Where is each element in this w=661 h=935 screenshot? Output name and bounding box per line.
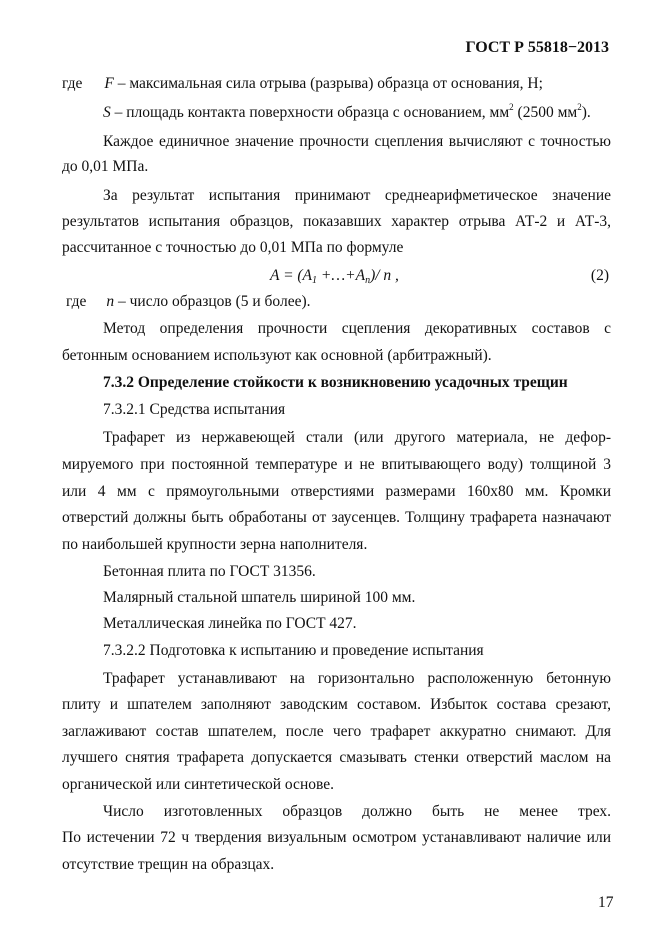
paragraph-line: Число изготовленных образцов должно быть не менее трех. bbox=[103, 803, 611, 820]
superscript: 2 bbox=[577, 102, 582, 112]
paragraph-line: Каждое единичное значение прочности сцепления вычисляют с точностью bbox=[103, 133, 611, 150]
where-label: где bbox=[62, 75, 83, 92]
where-label: где bbox=[66, 293, 87, 310]
formula-part: +…+A bbox=[317, 267, 366, 284]
paragraph-line: до 0,01 МПа. bbox=[62, 158, 149, 175]
paragraph-line: рассчитанное с точностью до 0,01 МПа по формуле bbox=[62, 239, 404, 256]
definition-n bbox=[66, 292, 311, 312]
paragraph-line: Трафарет из нержавеющей стали (или другого материала, не дефор- bbox=[103, 429, 611, 446]
definition-text: – площадь контакта поверхности образца с основанием, мм bbox=[114, 104, 510, 121]
formula-part: )/ n , bbox=[370, 267, 399, 284]
section-heading: 7.3.2 Определение стойкости к возникновению усадочных трещин bbox=[103, 374, 568, 391]
paragraph-line: по наибольшей крупности зерна наполнителя. bbox=[62, 536, 368, 553]
definition-text: – число образцов (5 и более). bbox=[117, 293, 311, 310]
paragraph-line: Метод определения прочности сцепления декоративных составов с bbox=[103, 320, 611, 337]
paragraph-line: бетонным основанием используют как основной (арбитражный). bbox=[62, 347, 492, 364]
formula-part: A = (A bbox=[270, 267, 313, 284]
subscript: n bbox=[365, 275, 371, 286]
paragraph-line: результатов испытания образцов, показавших характер отрыва АТ-2 и АТ-3, bbox=[62, 213, 611, 230]
paragraph-line: За результат испытания принимают среднеарифметическое значение bbox=[103, 187, 611, 204]
paragraph-line: заглаживают состав шпателем, после чего трафарет аккуратно снимают. Для bbox=[62, 723, 611, 740]
paragraph-line: По истечении 72 ч твердения визуальным осмотром устанавливают наличие или bbox=[62, 829, 611, 846]
subscript: 1 bbox=[312, 275, 318, 286]
paragraph-line: Бетонная плита по ГОСТ 31356. bbox=[103, 563, 316, 580]
superscript: 2 bbox=[509, 102, 514, 112]
definition-text: ). bbox=[581, 104, 591, 121]
var-n: n bbox=[106, 293, 115, 310]
subsection-heading: 7.3.2.2 Подготовка к испытанию и проведение испытания bbox=[103, 642, 484, 659]
subsection-heading: 7.3.2.1 Средства испытания bbox=[103, 401, 286, 418]
formula bbox=[270, 266, 399, 286]
page-number: 17 bbox=[598, 894, 614, 911]
definition-s bbox=[103, 103, 591, 123]
var-f: F bbox=[104, 75, 114, 92]
paragraph-line: отсутствие трещин на образцах. bbox=[62, 856, 275, 873]
paragraph-line: Малярный стальной шпатель шириной 100 мм. bbox=[103, 589, 416, 606]
paragraph-line: Трафарет устанавливают на горизонтально расположенную бетонную bbox=[103, 670, 611, 687]
definition-text: – максимальная сила отрыва (разрыва) образца от основания, Н; bbox=[117, 75, 543, 92]
paragraph-line: или 4 мм с прямоугольными отверстиями размерами 160х80 мм. Кромки bbox=[62, 483, 611, 500]
paragraph-line: лучшего снятия трафарета допускается смазывать стенки отверстий маслом на bbox=[62, 749, 611, 766]
paragraph-line: плиту и шпателем заполняют заводским составом. Избыток состава срезают, bbox=[62, 696, 611, 713]
paragraph-line: органической или синтетической основе. bbox=[62, 776, 334, 793]
paragraph-line: Металлическая линейка по ГОСТ 427. bbox=[103, 615, 357, 632]
formula-number: (2) bbox=[590, 267, 609, 284]
var-s: S bbox=[103, 104, 111, 121]
paragraph-line: мируемого при постоянной температуре и не впитывающего воду) толщиной 3 bbox=[62, 456, 611, 473]
paragraph-line: отверстий должны быть обработаны от заусенцев. Толщину трафарета назначают bbox=[62, 509, 611, 526]
definition-f bbox=[62, 74, 543, 94]
document-header: ГОСТ Р 55818−2013 bbox=[465, 39, 609, 56]
definition-text: (2500 мм bbox=[513, 104, 578, 121]
